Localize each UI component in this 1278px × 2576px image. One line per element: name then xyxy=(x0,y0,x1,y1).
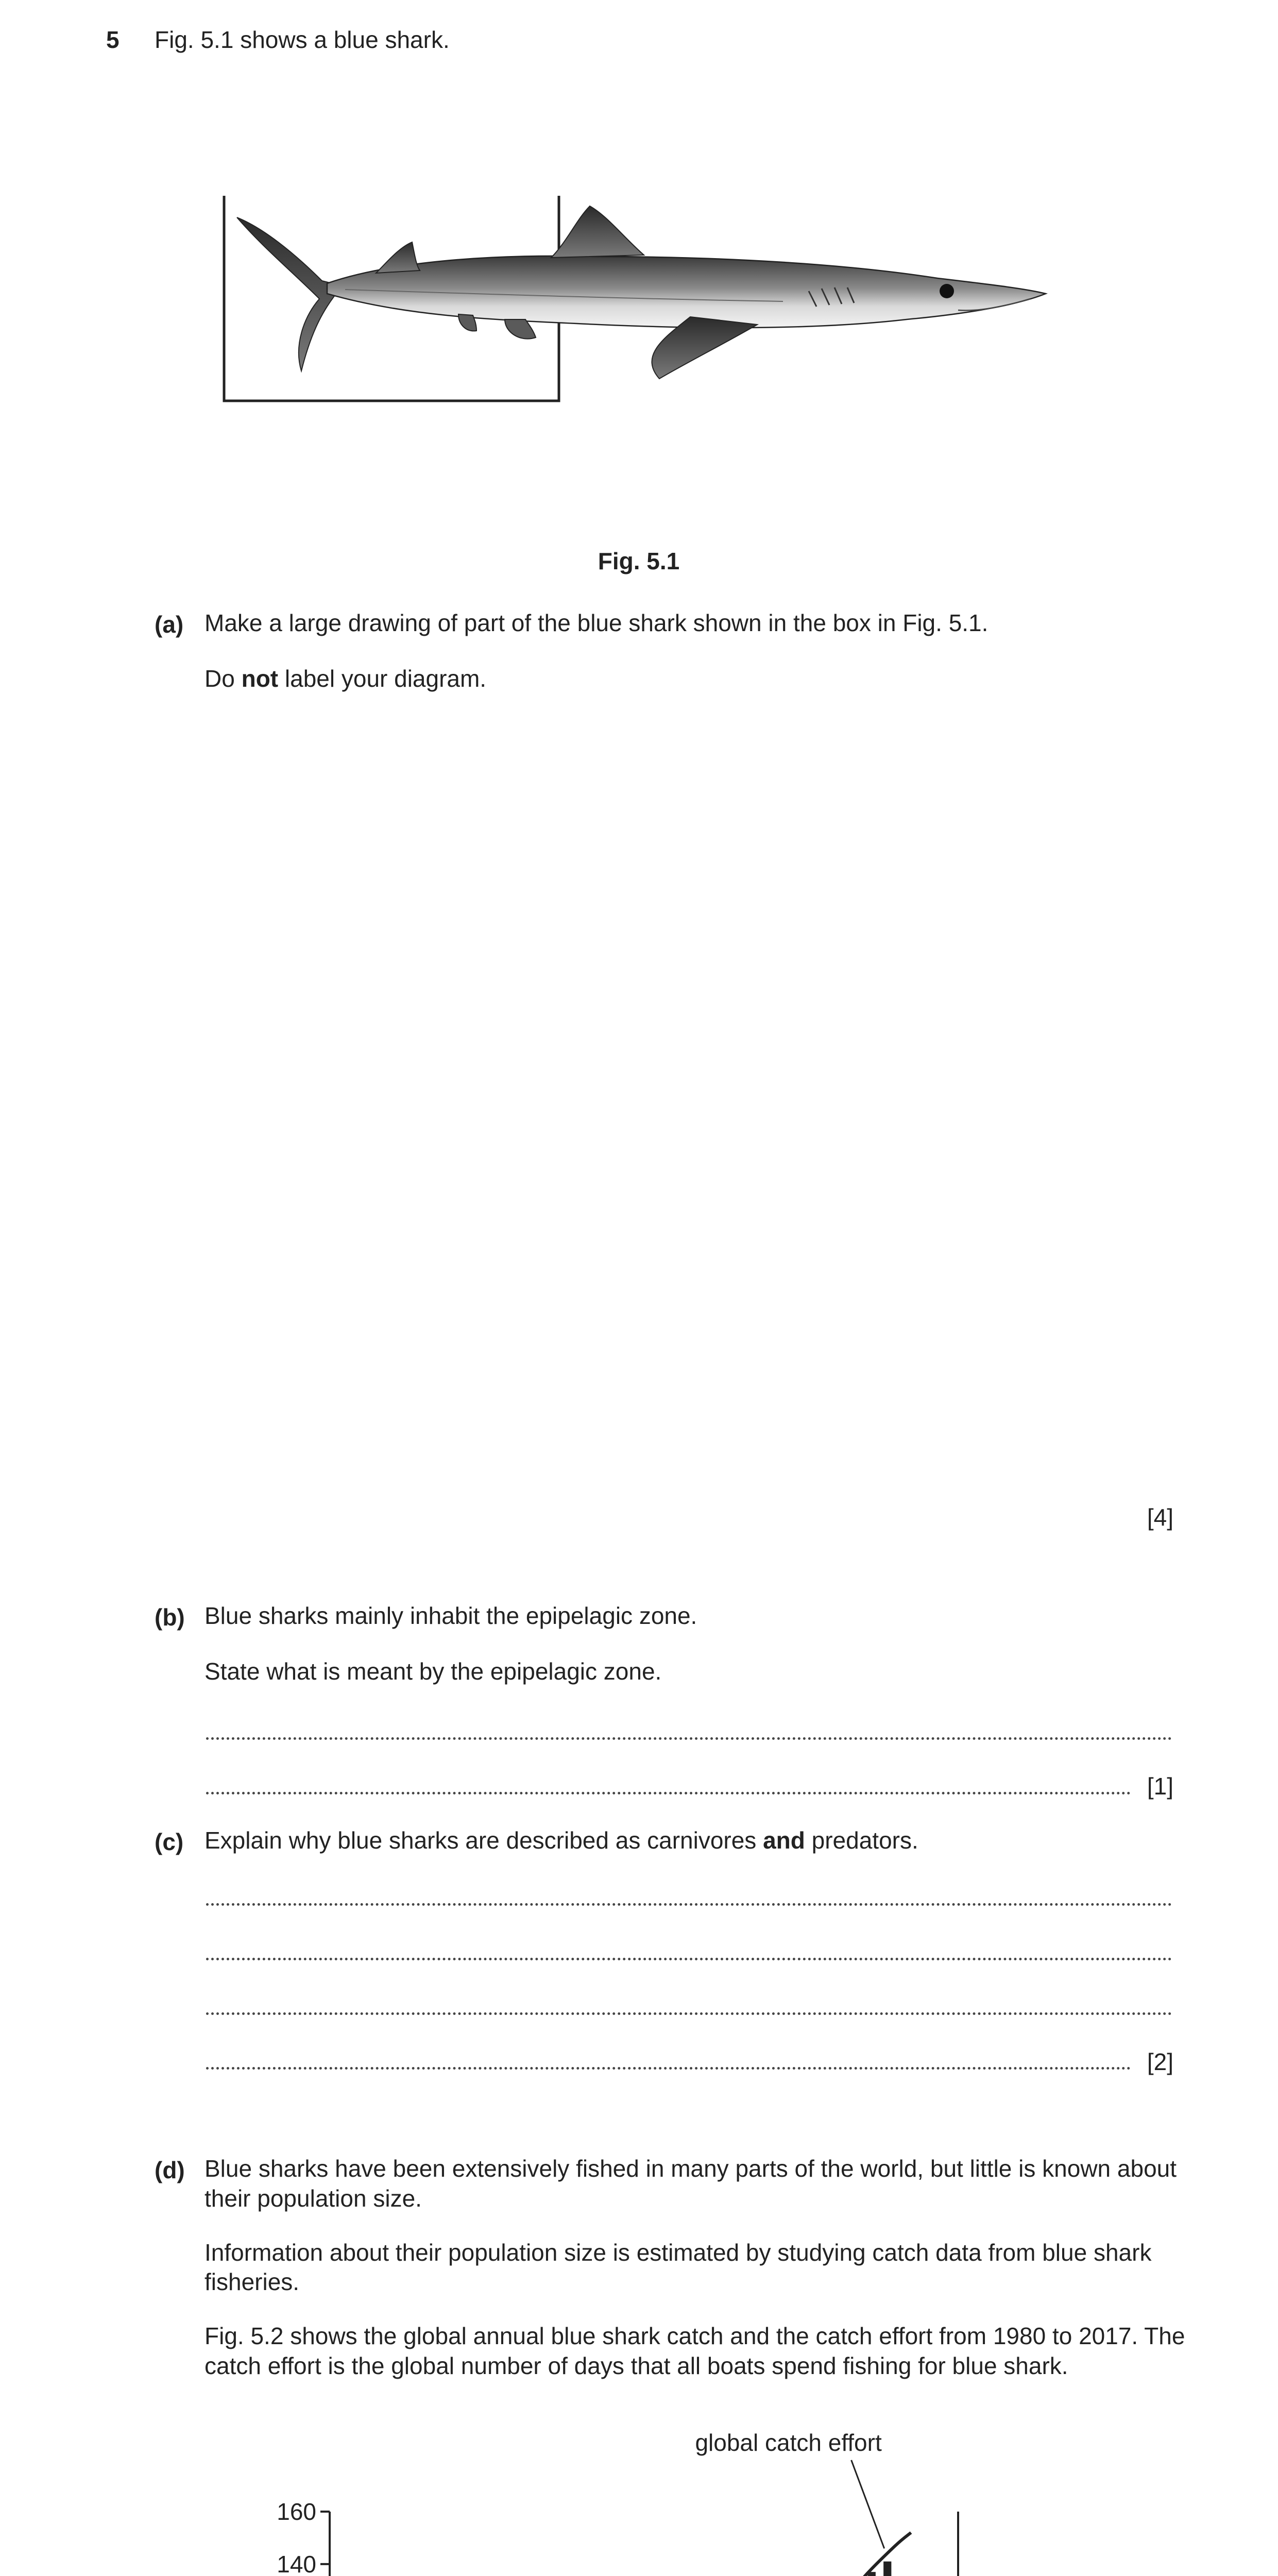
drawing-area[interactable] xyxy=(205,711,1173,1494)
part-a-instruction: Make a large drawing of part of the blue shark shown in the box in Fig. 5.1. xyxy=(205,609,989,636)
part-c-pre: Explain why blue sharks are described as carnivores xyxy=(205,1827,763,1854)
part-a-mark: [4] xyxy=(1147,1504,1173,1531)
blue-shark-illustration xyxy=(216,196,1092,428)
part-a-note xyxy=(205,664,486,693)
part-d-para2-l2: fisheries. xyxy=(205,2268,300,2295)
chart-bars xyxy=(334,2562,923,2576)
bar xyxy=(883,2562,891,2576)
catch-effort-line xyxy=(330,2533,911,2576)
chart-ticks xyxy=(277,2498,972,2576)
answer-line[interactable] xyxy=(206,2012,1172,2015)
part-c-question xyxy=(205,1825,918,1855)
part-a-note-post: label your diagram. xyxy=(278,665,487,692)
y-tick-label: 160 xyxy=(277,2498,316,2525)
shark-body xyxy=(327,256,1046,328)
part-a-label: (a) xyxy=(155,611,184,638)
answer-line[interactable] xyxy=(206,1958,1172,1960)
part-c-mark: [2] xyxy=(1147,2048,1173,2075)
part-b-mark: [1] xyxy=(1147,1773,1173,1800)
answer-line[interactable] xyxy=(206,1737,1172,1740)
part-b-question: State what is meant by the epipelagic zone. xyxy=(205,1658,662,1685)
answer-line[interactable] xyxy=(206,2067,1131,2070)
part-a-note-bold: not xyxy=(241,665,279,692)
question-intro: Fig. 5.1 shows a blue shark. xyxy=(155,26,450,53)
shark-eye xyxy=(940,284,954,298)
part-b-statement: Blue sharks mainly inhabit the epipelagic zone. xyxy=(205,1602,697,1629)
second-dorsal-fin xyxy=(376,242,420,273)
part-d-para3-l2: catch effort is the global number of days that all boats spend fishing for blue shark. xyxy=(205,2352,1068,2379)
answer-line[interactable] xyxy=(206,1792,1131,1794)
fig51-caption: Fig. 5.1 xyxy=(598,548,680,574)
anal-fin xyxy=(458,314,476,331)
annotation-leader xyxy=(851,2460,884,2549)
part-b-label: (b) xyxy=(155,1604,185,1631)
pelvic-fin xyxy=(505,319,536,339)
part-c-label: (c) xyxy=(155,1828,184,1855)
part-d-para3-l1: Fig. 5.2 shows the global annual blue shark catch and the catch effort from 1980 to 2017. The xyxy=(205,2323,1185,2349)
part-d-para1-l2: their population size. xyxy=(205,2185,422,2212)
annotation-global-catch-effort: global catch effort xyxy=(695,2429,882,2456)
part-d-label: (d) xyxy=(155,2157,185,2183)
question-number: 5 xyxy=(106,26,120,53)
dorsal-fin xyxy=(551,206,644,258)
part-c-bold: and xyxy=(763,1827,805,1854)
part-d-para2-l1: Information about their population size is estimated by studying catch data from blue shark xyxy=(205,2239,1152,2266)
part-a-note-pre: Do xyxy=(205,665,242,692)
y-tick-label: 140 xyxy=(277,2550,316,2576)
answer-line[interactable] xyxy=(206,1903,1172,1906)
catch-chart xyxy=(0,2391,1278,2576)
part-d-para1-l1: Blue sharks have been extensively fished in many parts of the world, but little is known about xyxy=(205,2155,1177,2182)
chart-frame xyxy=(330,2512,958,2576)
part-c-post: predators. xyxy=(805,1827,918,1854)
